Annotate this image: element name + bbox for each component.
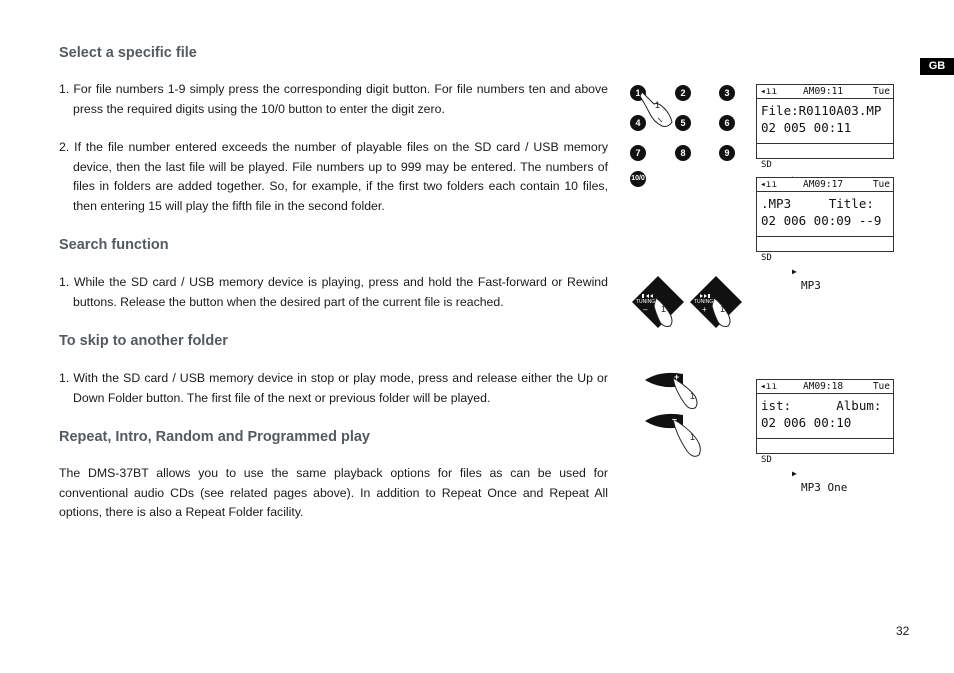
digit-key-5: 5 <box>675 115 691 131</box>
tuning-plus-sign: + <box>702 305 707 314</box>
lcd-source: SD <box>761 455 772 465</box>
lcd-display-title-scroll <box>756 177 894 292</box>
heading-search-function: Search function <box>59 237 169 253</box>
lcd-display-file-number <box>756 84 894 170</box>
skip-folder-step-1: 1. With the SD card / USB memory device in stop or play mode, press and release either the Up or Down Folder button. The first file of the next or previous folder will be played. <box>59 371 608 405</box>
signal-icon: ◂ıı <box>760 381 778 392</box>
lcd-day: Tue <box>872 381 890 392</box>
lcd-footer <box>757 237 893 292</box>
digit-key-2: 2 <box>675 85 691 101</box>
folder-down-button-icon <box>643 411 715 459</box>
digit-key-9: 9 <box>719 145 735 161</box>
signal-icon: ◂ıı <box>760 86 778 97</box>
page-number: 32 <box>896 624 910 638</box>
heading-repeat-play: Repeat, Intro, Random and Programmed play <box>59 429 370 445</box>
folder-up-sign: + <box>674 372 680 382</box>
lcd-format: MP3 <box>801 279 821 292</box>
folder-down-press-label: 1 <box>690 432 696 442</box>
folder-down-sign: – <box>672 414 678 424</box>
lcd-format: MP3 One <box>801 481 848 494</box>
language-badge: GB <box>920 58 954 75</box>
lcd-main-text <box>757 99 893 144</box>
digit-key-1: 1 <box>630 85 646 101</box>
lcd-status-bar <box>757 178 893 192</box>
play-icon: ▶ <box>792 267 797 276</box>
search-step-1: 1. While the SD card / USB memory device is playing, press and hold the Fast-forward or Rewind buttons. Release the button when the desired part of the current file is reached. <box>59 275 608 309</box>
lcd-day: Tue <box>872 86 890 97</box>
lcd-main-text <box>757 192 893 237</box>
tuning-left-label: TUNING <box>636 299 656 305</box>
lcd-day: Tue <box>872 179 890 190</box>
lcd-clock: AM09:11 <box>803 86 844 97</box>
lcd-status-bar <box>757 380 893 394</box>
digit-key-10-0: 10/0 <box>630 171 646 187</box>
lcd-line-1: ist: Album: <box>761 398 882 413</box>
play-icon: ▶ <box>792 469 797 478</box>
heading-skip-folder: To skip to another folder <box>59 333 228 349</box>
digit-key-8: 8 <box>675 145 691 161</box>
press-count-label: 1 <box>655 100 661 110</box>
lcd-source: SD <box>761 253 772 263</box>
lcd-clock: AM09:18 <box>803 381 844 392</box>
lcd-display-folder-skip <box>756 379 894 494</box>
select-file-step-1: 1. For file numbers 1-9 simply press the corresponding digit button. For file numbers ten and above press the required digits using the 10/0 button to enter the digit zero. <box>59 82 608 116</box>
lcd-line-1: File:R0110A03.MP <box>761 103 882 118</box>
lcd-main-text <box>757 394 893 439</box>
lcd-status-bar <box>757 85 893 99</box>
tuning-right-press-label: 1 <box>720 304 726 314</box>
signal-icon: ◂ıı <box>760 179 778 190</box>
lcd-source: SD <box>761 160 772 170</box>
lcd-line-1: .MP3 Title: <box>761 196 874 211</box>
lcd-clock: AM09:17 <box>803 179 844 190</box>
folder-up-press-label: 1 <box>690 391 696 401</box>
lcd-footer <box>757 439 893 494</box>
lcd-line-2: 02 005 00:11 <box>761 120 852 135</box>
digit-key-7: 7 <box>630 145 646 161</box>
lcd-footer <box>757 144 893 170</box>
heading-select-file: Select a specific file <box>59 45 197 61</box>
digit-key-6: 6 <box>719 115 735 131</box>
lcd-line-2: 02 006 00:09 --9 <box>761 213 882 228</box>
lcd-line-2: 02 006 00:10 <box>761 415 852 430</box>
tuning-minus-sign: – <box>643 305 648 314</box>
tuning-right-label: TUNING <box>694 299 714 305</box>
digit-key-4: 4 <box>630 115 646 131</box>
repeat-play-paragraph: The DMS-37BT allows you to use the same playback options for files as can be used for conventional audio CDs (see related pages above). In addition to Repeat Once and Repeat All options, there is also a Repeat Folder facility. <box>59 466 608 519</box>
digit-key-3: 3 <box>719 85 735 101</box>
tuning-left-press-label: 1 <box>661 304 667 314</box>
select-file-step-2: 2. If the file number entered exceeds the number of playable files on the SD card / USB memory device, then the last file will be played. File numbers up to 999 may be entered. The numbers of files in folders are added together. So, for example, if the first two folders each contain 10 files, then entering 15 will play the fifth file in the second folder. <box>59 140 608 213</box>
